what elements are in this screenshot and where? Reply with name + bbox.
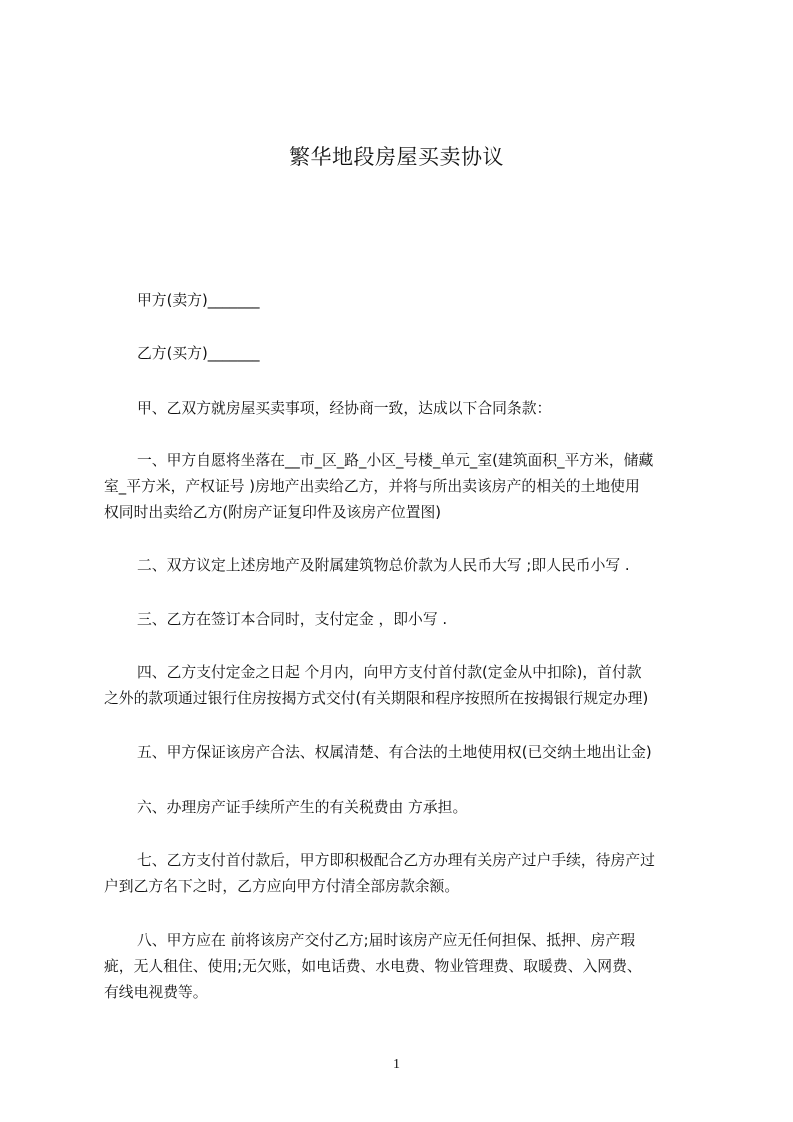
clause-1 <box>104 448 702 526</box>
clause-7-line-2: 户到乙方名下之时，乙方应向甲方付清全部房款余额。 <box>104 878 460 895</box>
intro-paragraph: 甲、乙双方就房屋买卖事项，经协商一致，达成以下合同条款： <box>137 400 552 417</box>
clause-1-line-1: 一、甲方自愿将坐落在__市_区_路_小区_号楼_单元_室(建筑面积_平方米，储藏 <box>137 452 654 469</box>
clause-2 <box>104 553 702 579</box>
clause-8 <box>104 928 702 1006</box>
clause-7 <box>104 848 702 900</box>
clause-4-line-1: 四、乙方支付定金之日起 个月内，向甲方支付首付款(定金从中扣除)，首付款 <box>137 664 642 681</box>
document-title: 繁华地段房屋买卖协议 <box>289 145 504 169</box>
clause-1-line-2: 室_平方米，产权证号 )房地产出卖给乙方，并将与所出卖该房产的相关的土地使用 <box>104 478 640 495</box>
clause-1-line-3: 权同时出卖给乙方(附房产证复印件及该房产位置图) <box>104 504 442 521</box>
clause-8-line-1: 八、甲方应在 前将该房产交付乙方;届时该房产应无任何担保、抵押、房产瑕 <box>137 932 635 949</box>
party-b-line: 乙方(买方)_______ <box>137 345 260 362</box>
clause-5 <box>104 740 702 766</box>
clause-4 <box>104 660 702 712</box>
clause-3 <box>104 607 702 633</box>
clause-5-line-1: 五、甲方保证该房产合法、权属清楚、有合法的土地使用权(已交纳土地出让金) <box>137 744 652 761</box>
page-number: 1 <box>393 1057 400 1072</box>
clause-8-line-3: 有线电视费等。 <box>104 984 208 1001</box>
clause-3-line-1: 三、乙方在签订本合同时，支付定金 ，即小写 . <box>137 611 448 628</box>
clause-2-line-1: 二、双方议定上述房地产及附属建筑物总价款为人民币大写 ;即人民币小写 . <box>137 557 630 574</box>
clause-4-line-2: 之外的款项通过银行住房按揭方式交付(有关期限和程序按照所在按揭银行规定办理) <box>104 690 649 707</box>
clause-6-line-1: 六、办理房产证手续所产生的有关税费由 方承担。 <box>137 799 468 816</box>
party-a-line: 甲方(卖方)_______ <box>137 292 260 309</box>
clause-7-line-1: 七、乙方支付首付款后，甲方即积极配合乙方办理有关房产过户手续，待房产过 <box>137 852 655 869</box>
clause-8-line-2: 疵，无人租住、使用;无欠账，如电话费、水电费、物业管理费、取暖费、入网费、 <box>104 958 642 975</box>
clause-6 <box>104 795 702 821</box>
